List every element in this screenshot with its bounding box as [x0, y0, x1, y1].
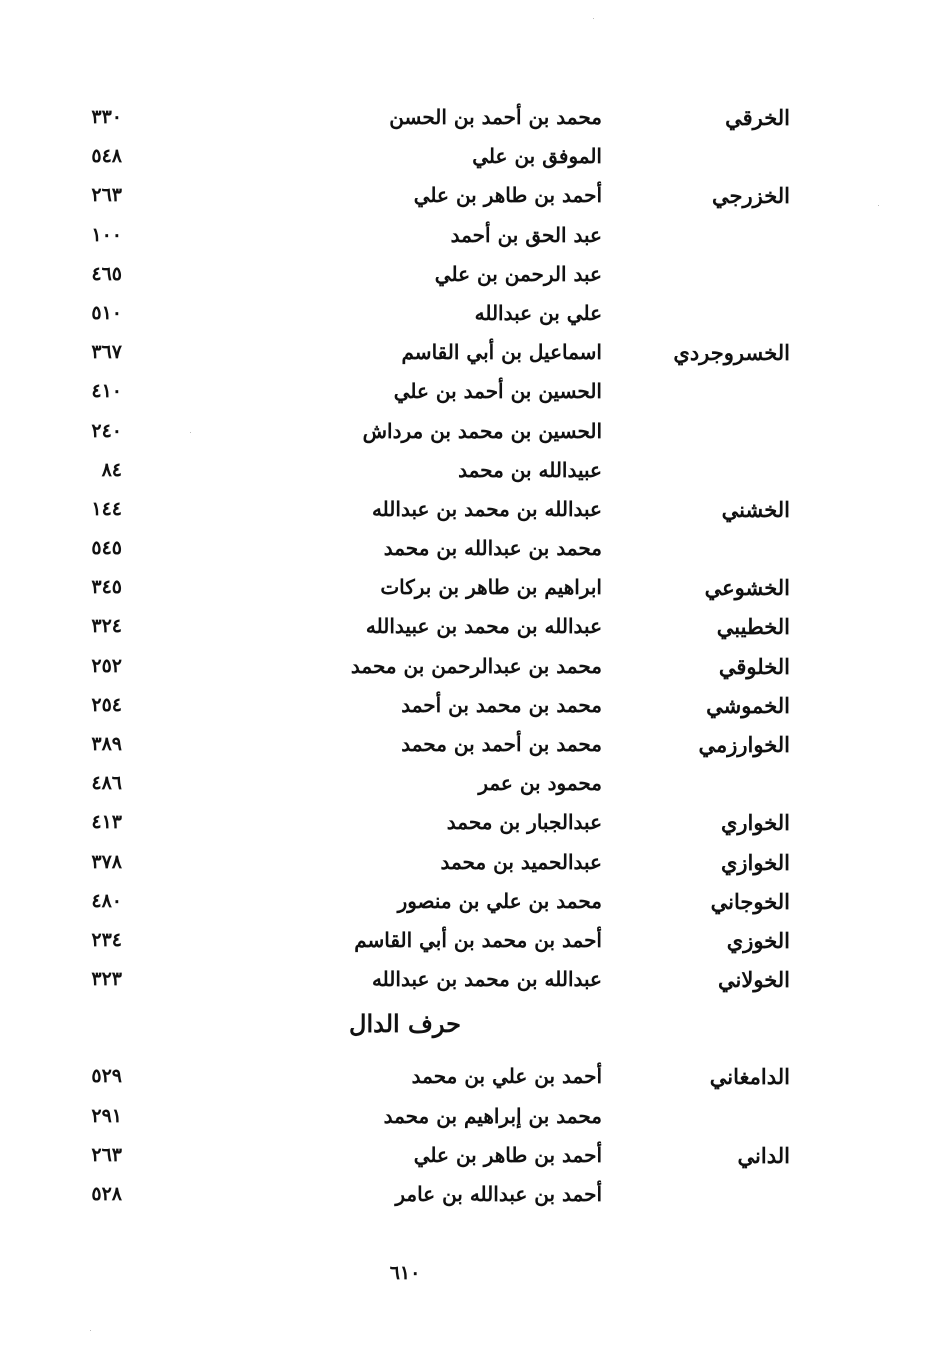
entry-page-number: ٣٤٥	[91, 576, 122, 599]
entry-page-number: ٢٥٢	[91, 654, 122, 677]
entry-page-number: ٥١٠	[91, 301, 122, 324]
page-number: ٦١٠	[389, 1262, 421, 1284]
entry-page-number: ٢٦٣	[91, 1143, 122, 1166]
index-entry	[0, 607, 940, 646]
index-entry	[0, 568, 940, 607]
index-entry	[0, 412, 940, 451]
index-entry	[0, 216, 940, 255]
entry-page-number: ٢٥٤	[91, 693, 122, 716]
entry-name: عبيدالله بن محمد	[458, 457, 602, 482]
entry-page-number: ٤١٣	[91, 811, 122, 834]
index-entry	[0, 921, 940, 960]
index-entry	[0, 176, 940, 215]
entry-name: عبد الرحمن بن علي	[434, 261, 602, 286]
entry-nisba: الخرقي	[725, 105, 790, 130]
entry-name: محمد بن أحمد بن الحسن	[389, 105, 602, 129]
entry-page-number: ١٤٤	[91, 497, 122, 520]
entry-page-number: ٥٢٨	[91, 1182, 122, 1205]
index-entry	[0, 1175, 940, 1214]
entry-nisba: الخواري	[720, 810, 790, 836]
index-entry	[0, 490, 940, 529]
entry-page-number: ٣٧٨	[91, 850, 122, 873]
entry-page-number: ٤٨٠	[91, 889, 122, 912]
entry-name: محمد بن عبدالرحمن بن محمد	[350, 653, 602, 678]
entry-name: عبدالله بن محمد بن عبدالله	[371, 496, 602, 521]
entry-nisba: الخوجاني	[710, 888, 790, 914]
entry-page-number: ٢٤٠	[91, 419, 122, 442]
index-entry	[0, 137, 940, 176]
entry-page-number: ٢٩١	[91, 1104, 122, 1127]
index-entry	[0, 333, 940, 372]
entry-name: عبدالحميد بن محمد	[440, 849, 602, 874]
entry-nisba: الخلوقي	[718, 653, 790, 679]
entry-nisba: الخوزي	[726, 927, 790, 953]
entry-name: عبدالجبار بن محمد	[446, 810, 602, 835]
entry-name: الحسين بن محمد بن مرداش	[362, 418, 602, 443]
entry-page-number: ٨٤	[101, 458, 122, 481]
entry-name: ابراهيم بن طاهر بن بركات	[380, 575, 602, 600]
entry-name: محمد بن أحمد بن محمد	[401, 732, 602, 756]
index-entry	[0, 98, 940, 137]
index-list	[0, 98, 940, 1214]
entry-nisba: الخشوعي	[704, 575, 790, 601]
entry-name: عبدالله بن محمد بن عبيدالله	[365, 614, 602, 639]
index-entry	[0, 843, 940, 882]
index-entry	[0, 1097, 940, 1136]
entry-name: محمد بن إبراهيم بن محمد	[383, 1103, 602, 1128]
entry-name: محمد بن محمد بن أحمد	[401, 692, 602, 717]
entry-name: عبدالله بن محمد بن عبدالله	[371, 967, 602, 992]
index-entry	[0, 529, 940, 568]
entry-name: علي بن عبدالله	[474, 300, 602, 325]
entry-nisba: الخوارزمي	[698, 732, 790, 757]
section-dal	[0, 1057, 940, 1214]
index-entry	[0, 725, 940, 764]
index-entry	[0, 255, 940, 294]
entry-name: محمود بن عمر	[478, 771, 602, 796]
entry-page-number: ٥٤٥	[91, 537, 122, 560]
entry-name: اسماعيل بن أبي القاسم	[401, 340, 602, 365]
entry-page-number: ٥٢٩	[91, 1065, 122, 1088]
section-heading-row	[0, 999, 940, 1057]
entry-page-number: ٣٨٩	[91, 733, 122, 755]
entry-name: أحمد بن عبدالله بن عامر	[395, 1181, 602, 1206]
entry-name: محمد بن عبدالله بن محمد	[383, 536, 602, 561]
entry-page-number: ١٠٠	[91, 223, 122, 246]
entry-page-number: ٤٦٥	[91, 262, 122, 285]
entry-name: أحمد بن طاهر بن علي	[413, 1142, 602, 1167]
section-heading: حرف الدال	[349, 1009, 461, 1039]
entry-page-number: ٢٣٤	[91, 928, 122, 951]
index-entry	[0, 451, 940, 490]
entry-name: أحمد بن طاهر بن علي	[413, 183, 602, 208]
index-entry	[0, 1136, 940, 1175]
entry-name: الحسين بن أحمد بن علي	[393, 379, 602, 404]
entry-page-number: ٢٦٣	[91, 184, 122, 207]
entry-page-number: ٤٨٦	[91, 772, 122, 795]
index-entry	[0, 294, 940, 333]
entry-nisba: الدامغاني	[709, 1064, 790, 1090]
entry-name: أحمد بن علي بن محمد	[411, 1064, 602, 1089]
index-entry	[0, 803, 940, 842]
entry-page-number: ٣٣٠	[91, 106, 122, 128]
entry-nisba: الخزرجي	[711, 183, 790, 209]
index-entry	[0, 960, 940, 999]
entry-nisba: الخولاني	[718, 967, 790, 993]
entry-nisba: الخطيبي	[716, 614, 790, 640]
entry-name: محمد بن علي بن منصور	[397, 888, 602, 913]
index-entry	[0, 686, 940, 725]
entry-page-number: ٣٢٣	[91, 968, 122, 991]
entry-page-number: ٣٦٧	[91, 341, 122, 364]
entry-page-number: ٥٤٨	[91, 145, 122, 168]
index-entry	[0, 647, 940, 686]
scan-speck	[593, 18, 594, 19]
section-kha	[0, 98, 940, 999]
index-entry	[0, 764, 940, 803]
entry-nisba: الخشني	[721, 496, 790, 522]
entry-nisba: الخموشي	[706, 692, 790, 718]
entry-name: عبد الحق بن أحمد	[450, 222, 602, 247]
entry-nisba: الداني	[737, 1142, 790, 1168]
index-entry	[0, 1057, 940, 1096]
entry-name: الموفق بن علي	[472, 144, 602, 169]
entry-name: أحمد بن محمد بن أبي القاسم	[354, 927, 602, 952]
entry-page-number: ٣٢٤	[91, 615, 122, 638]
entry-page-number: ٤١٠	[91, 380, 122, 403]
entry-nisba: الخوازي	[720, 849, 790, 875]
index-entry	[0, 372, 940, 411]
index-entry	[0, 882, 940, 921]
scan-speck	[90, 1330, 91, 1331]
entry-nisba: الخسروجردي	[673, 340, 790, 366]
